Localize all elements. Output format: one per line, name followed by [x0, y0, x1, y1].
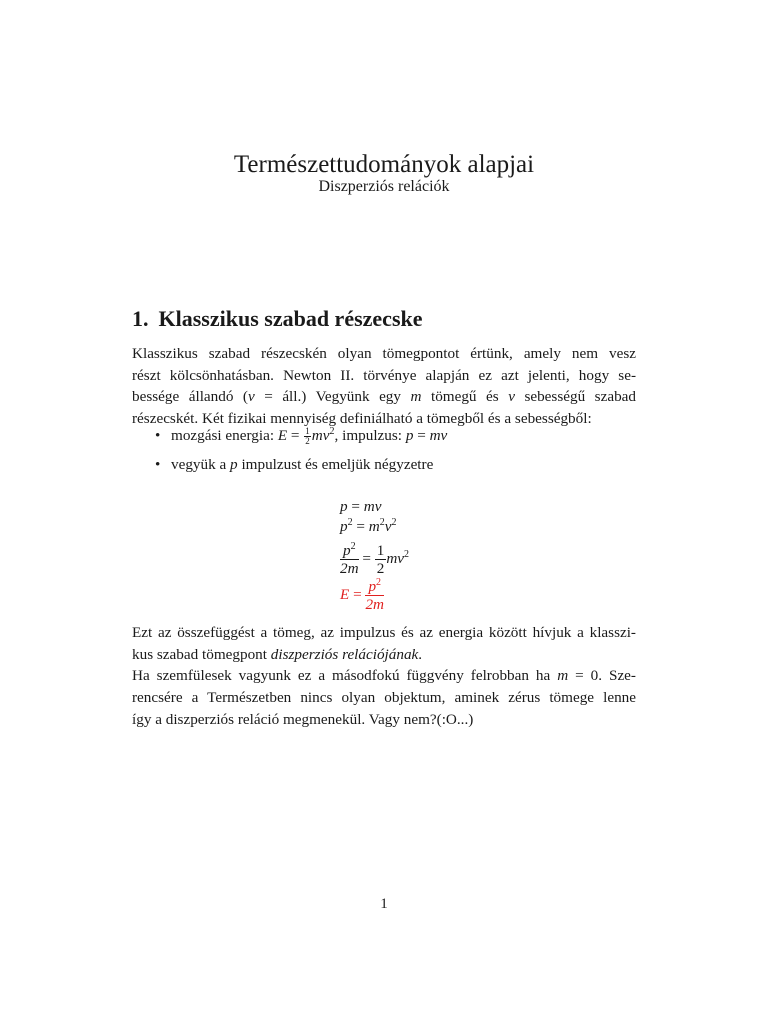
fraction-denominator: 2: [305, 436, 310, 447]
section-number: 1.: [132, 306, 149, 331]
fraction: [340, 542, 359, 577]
bullet-text: [171, 454, 433, 475]
math-var: m: [368, 518, 380, 535]
exponent: 2: [347, 517, 353, 528]
text-span: mozgási energia:: [171, 427, 278, 444]
emphasized-term: diszperziós relációjának: [270, 645, 419, 663]
bullet-dot-icon: •: [155, 456, 161, 473]
equals-sign: =: [347, 498, 364, 515]
text-span: kus szabad tömegpont: [132, 645, 271, 663]
text-span: impulzust és emeljük négyzetre: [237, 456, 434, 473]
outro-line-3: [132, 665, 636, 687]
equals-sign: =: [358, 549, 375, 567]
text-span: .: [418, 645, 423, 663]
math-var: v: [508, 388, 515, 406]
fraction-numerator: [340, 542, 359, 560]
exponent: 2: [379, 517, 385, 528]
bullet-dot-icon: •: [155, 427, 161, 444]
math-var: p: [405, 427, 414, 444]
fraction-denominator: 2: [376, 560, 385, 577]
fraction-numerator: 1: [376, 542, 385, 559]
text-span: =: [287, 427, 304, 444]
text-span: =: [413, 427, 430, 444]
exponent: 2: [404, 548, 410, 560]
text-span: bessége állandó (: [132, 388, 248, 406]
math-var: v: [384, 518, 392, 535]
math-var: m: [557, 667, 569, 685]
fraction-denominator: 2m: [365, 596, 385, 613]
exponent: 2: [391, 517, 397, 528]
intro-line-1: Klasszikus szabad részecskén olyan tömegpontot értünk, amely nem vesz: [132, 345, 636, 362]
section-heading: [132, 304, 423, 334]
math-var: v: [248, 388, 255, 406]
equals-sign: =: [352, 518, 369, 535]
math-var: m: [410, 388, 422, 406]
document-title: Természettudományok alapjai: [233, 151, 535, 178]
exponent: 2: [376, 577, 382, 588]
equation-3: [340, 542, 409, 577]
outro-line-1: Ezt az összefüggést a tömeg, az impulzus és az energia között hívjuk a klasszi-: [132, 624, 636, 641]
outro-paragraph: [132, 622, 636, 731]
text-span: vegyük a: [171, 456, 231, 473]
equation-2: [340, 518, 396, 536]
fraction: [365, 578, 384, 613]
math-var: E: [277, 427, 288, 444]
intro-paragraph: [132, 343, 636, 430]
fraction: [375, 542, 387, 577]
outro-line-2: [132, 644, 636, 666]
math-var: mv: [311, 427, 330, 444]
equation-1: [340, 498, 381, 516]
intro-line-3: [132, 386, 636, 408]
fraction: [304, 427, 311, 446]
page-number: 1: [380, 896, 388, 912]
text-span: Ha szemfülesek vagyunk ez a másodfokú függvény felrobban ha: [132, 667, 558, 685]
text-span: = 0. Sze-: [568, 667, 636, 685]
math-var: E: [340, 585, 350, 603]
outro-line-5: így a diszperziós reláció megmenekül. Vagy nem?(:O...): [132, 710, 474, 728]
equals-sign: =: [349, 585, 366, 603]
math-var: p: [340, 518, 348, 535]
fraction-numerator: 1: [305, 426, 310, 437]
math-var: mv: [429, 427, 448, 444]
math-var: p: [368, 578, 377, 595]
section-title: Klasszikus szabad részecske: [158, 306, 423, 331]
outro-line-4: rencsére a Természetben nincs olyan objektum, aminek zérus tömege lenne: [132, 689, 636, 707]
exponent: 2: [329, 426, 335, 437]
equation-4-highlighted: [340, 578, 384, 613]
intro-line-4: részecskét. Két fizikai mennyiség definiálható a tömegből és a sebességből:: [132, 410, 592, 428]
math-var: p: [340, 498, 348, 515]
document-subtitle: Diszperziós relációk: [318, 178, 450, 195]
math-var: mv: [386, 549, 405, 567]
text-span: sebességű szabad: [514, 388, 636, 406]
fraction-numerator: [365, 578, 384, 596]
fraction-denominator: 2m: [340, 560, 359, 577]
math-var: p: [230, 456, 238, 473]
intro-line-2: részt kölcsönhatásban. Newton II. törvénye alapján ez azt jelenti, hogy se-: [132, 366, 636, 384]
bullet-text: [171, 425, 447, 446]
text-span: , impulzus:: [334, 427, 406, 444]
math-var: p: [342, 542, 351, 559]
math-var: mv: [363, 498, 382, 515]
text-span: tömegű és: [421, 388, 509, 406]
exponent: 2: [350, 541, 356, 552]
text-span: = áll.) Vegyünk egy: [254, 388, 411, 406]
